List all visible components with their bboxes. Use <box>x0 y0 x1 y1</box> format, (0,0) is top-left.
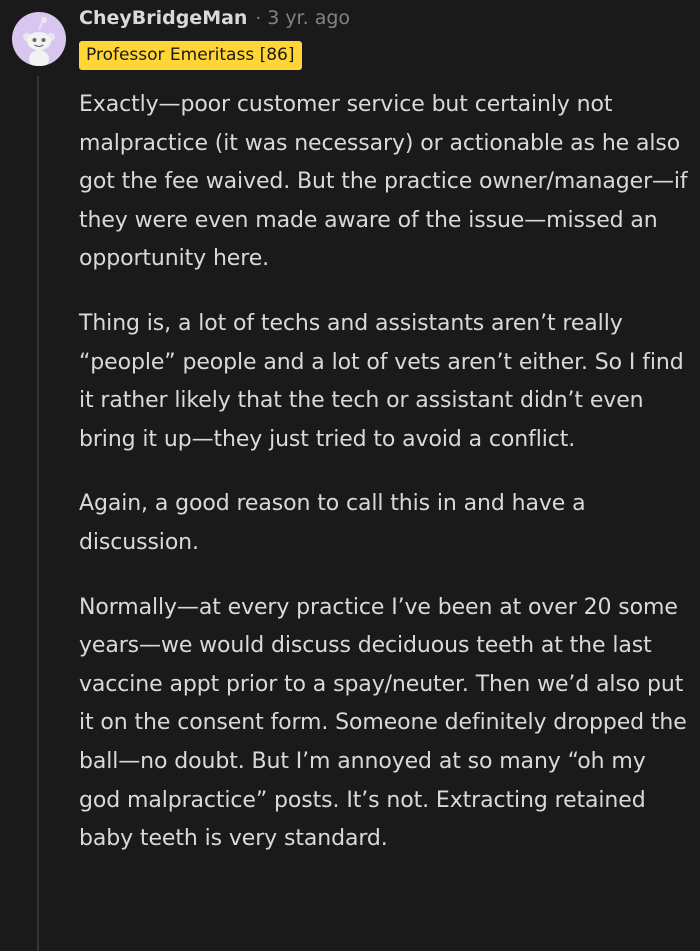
user-flair: Professor Emeritass [86] <box>79 41 302 70</box>
avatar[interactable] <box>12 12 66 66</box>
comment-paragraph: Thing is, a lot of techs and assistants aren’t really “people” people and a lot of vets aren’t either. So I find it rather likely that the tech or assistant didn’t even bring it up—they just tried to avoid a conflict. <box>79 310 684 452</box>
meta-separator: · <box>255 7 262 29</box>
comment-paragraph: Exactly—poor customer service but certainly not malpractice (it was necessary) or actionable as he also got the fee waived. But the practice owner/manager—if they were even made aware of the issue—missed an opportunity here. <box>79 92 688 272</box>
comment-age[interactable]: 3 yr. ago <box>267 7 351 29</box>
username-link[interactable]: CheyBridgeMan <box>79 7 248 29</box>
snoo-avatar-icon <box>12 12 66 66</box>
comment-paragraph: Normally—at every practice I’ve been at over 20 some years—we would discuss deciduous teeth at the last vaccine appt prior to a spay/neuter. Then we’d also put it on the consent form. Someone definitely dropped the ball—no doubt. But I’m annoyed at so many “oh my god malpractice” posts. It’s not. Extracting retained baby teeth is very standard. <box>79 594 687 852</box>
comment-meta <box>79 4 350 32</box>
comment-paragraph: Again, a good reason to call this in and have a discussion. <box>79 491 586 555</box>
comment-body <box>79 86 689 885</box>
thread-line[interactable] <box>37 76 39 951</box>
